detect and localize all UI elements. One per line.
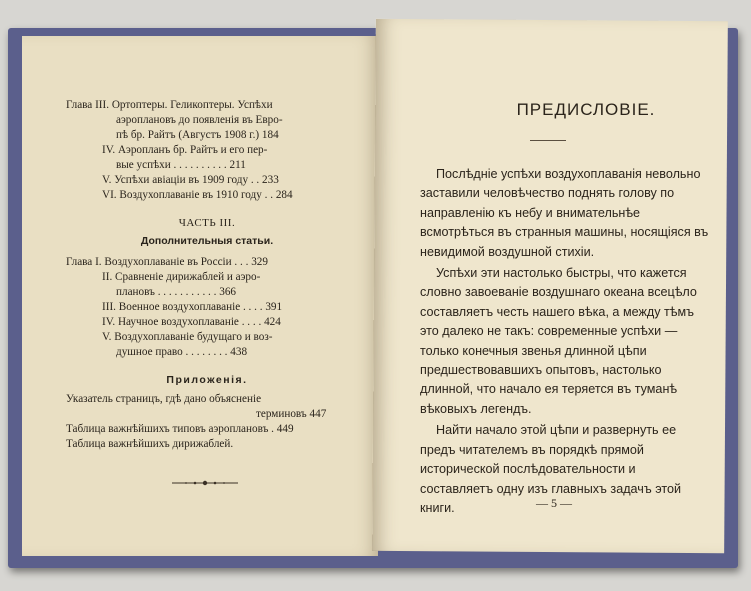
toc-chapters-part2 xyxy=(66,98,348,203)
toc-line: Указатель страницъ, гдѣ дано объясненіе xyxy=(66,393,262,405)
toc-line: IV. Научное воздухоплаваніе . . . . 424 xyxy=(102,316,281,328)
toc-line: Таблица важнѣйшихъ дирижаблей. xyxy=(66,438,234,450)
title-rule xyxy=(530,140,566,141)
toc-line: IV. Аэропланъ бр. Райтъ и его пер- xyxy=(102,144,268,156)
toc-line: III. Военное воздухоплаваніе . . . . 391 xyxy=(102,301,283,313)
preface-title: ПРЕДИСЛОВІЕ. xyxy=(516,100,656,119)
toc-line: терминовъ 447 xyxy=(256,408,327,420)
toc-line: вые успѣхи . . . . . . . . . . 211 xyxy=(116,159,246,171)
toc-line: аэроплановъ до появленія въ Евро- xyxy=(116,114,283,126)
table-of-contents xyxy=(66,98,348,452)
toc-chapters-part3 xyxy=(66,255,348,360)
ornament-divider xyxy=(170,478,240,488)
toc-line: VI. Воздухоплаваніе въ 1910 году . . 284 xyxy=(102,189,293,201)
part-heading: ЧАСТЬ III. xyxy=(178,217,236,229)
toc-line: Глава I. Воздухоплаваніе въ Россіи . . . 329 xyxy=(66,256,268,268)
toc-line: плановъ . . . . . . . . . . . 366 xyxy=(116,286,237,298)
preface-paragraph: Успѣхи эти настолько быстры, что кажется словно завоеваніе воздушнаго океана всецѣло составляетъ честь нашего вѣка, а между тѣмъ это далеко не такъ: современные успѣхи — только конечныя звенья длинной цѣпи предшествовавшихъ опытовъ, настолько длинной, что начало ея теряется въ туманѣ вѣковыхъ легендъ. xyxy=(420,266,697,416)
page-number: — 5 — xyxy=(536,496,572,510)
toc-appendices xyxy=(66,392,348,452)
preface-paragraph: Послѣдніе успѣхи воздухоплаванія невольно заставили человѣчество поднять голову по направленію къ небу и внимательнѣе всмотрѣться въ странныя машины, носящіяся въ невидимой воздушной стихіи. xyxy=(420,167,709,259)
toc-line: II. Сравненіе дирижаблей и аэро- xyxy=(102,271,261,283)
preface xyxy=(420,96,710,518)
toc-line: пѣ бр. Райтъ (Августъ 1908 г.) 184 xyxy=(116,129,279,141)
toc-line: Таблица важнѣйшихъ типовъ аэроплановъ . 449 xyxy=(66,423,294,435)
toc-line: V. Воздухоплаваніе будущаго и воз- xyxy=(102,331,273,343)
part-title: Дополнительныя статьи. xyxy=(140,235,274,247)
toc-line: V. Успѣхи авіаціи въ 1909 году . . 233 xyxy=(102,174,279,186)
toc-line: Глава III. Ортоптеры. Геликоптеры. Успѣхи xyxy=(66,99,273,111)
toc-line: душное право . . . . . . . . 438 xyxy=(116,346,248,358)
preface-paragraph: Найти начало этой цѣпи и развернуть ее предъ читателемъ въ порядкѣ прямой исторической послѣдовательности и составляетъ одну изъ главныхъ задачъ этой книги. xyxy=(420,423,682,515)
appendix-title: Приложенія. xyxy=(166,374,248,386)
